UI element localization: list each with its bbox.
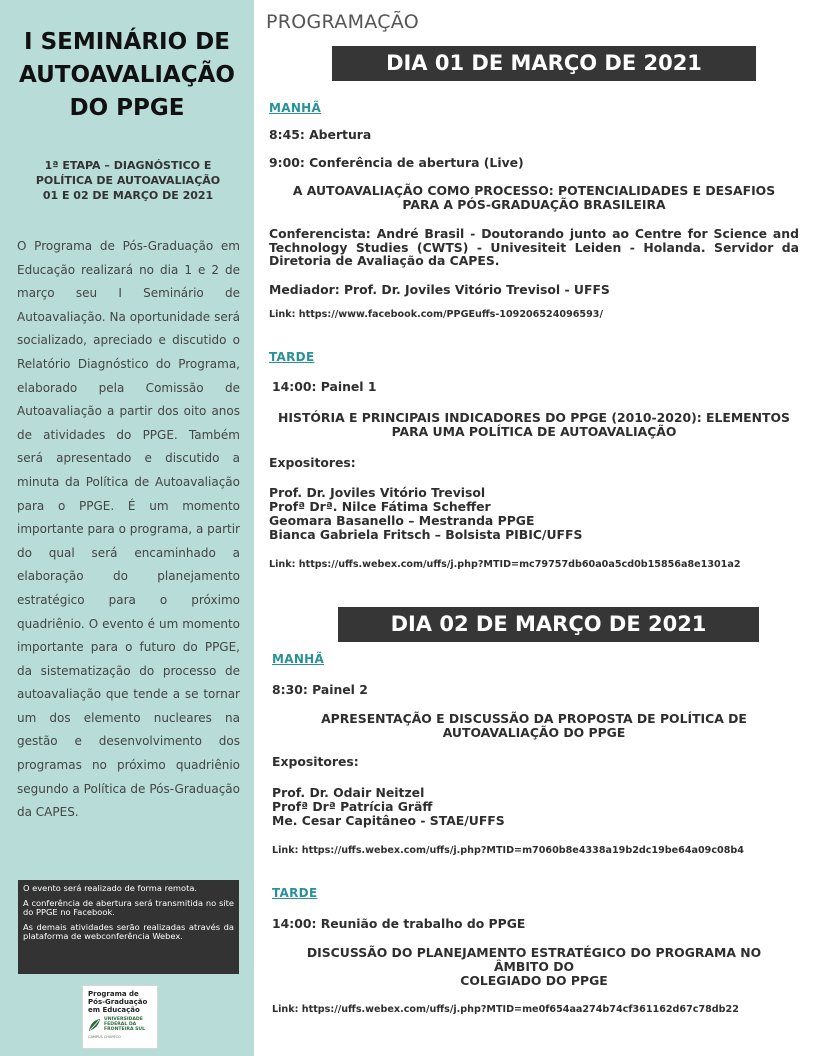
day2-meeting: 14:00: Reunião de trabalho do PPGE — [272, 916, 526, 931]
day1-presenters-label: Expositores: — [269, 455, 356, 470]
event-title-line: I SEMINÁRIO DE — [24, 29, 230, 55]
day1-panel-theme — [269, 411, 799, 439]
day2-presenters-list — [272, 786, 505, 828]
stage-subtitle — [14, 158, 242, 203]
theme-line: A AUTOAVALIAÇÃO COMO PROCESSO: POTENCIALIDADES E DESAFIOS — [292, 183, 776, 198]
day1-conference-theme — [269, 184, 799, 212]
day2-afternoon-link[interactable]: Link: https://uffs.webex.com/uffs/j.php?MTID=me0f654aa274b74cf361162d67c78db22 — [272, 1004, 739, 1015]
day2-panel-theme — [269, 712, 799, 740]
logo-university-line: FRONTEIRA SUL — [104, 1027, 146, 1033]
logo-university-line: UNIVERSIDADE — [104, 1017, 143, 1022]
presenter-name: Bianca Gabriela Fritsch – Bolsista PIBIC/UFFS — [269, 527, 583, 542]
day1-mediator: Mediador: Prof. Dr. Joviles Vitório Trevisol - UFFS — [269, 282, 610, 297]
stage-line: POLÍTICA DE AUTOAVALIAÇÃO — [35, 174, 221, 187]
day2-meeting-theme — [269, 946, 799, 988]
logo-university-row — [88, 1017, 152, 1033]
day1-panel: 14:00: Painel 1 — [272, 379, 377, 394]
logo-title-line: em Educação — [88, 1006, 140, 1014]
day1-banner: DIA 01 DE MARÇO DE 2021 — [332, 46, 756, 81]
theme-line: DISCUSSÃO DO PLANEJAMENTO ESTRATÉGICO DO PROGRAMA NO — [306, 945, 762, 960]
day2-afternoon-label: TARDE — [272, 886, 318, 900]
presenter-name: Me. Cesar Capitâneo - STAE/UFFS — [272, 813, 505, 828]
presenter-name: Profª Drª. Nilce Fátima Scheffer — [269, 499, 491, 514]
presenter-name: Prof. Dr. Joviles Vitório Trevisol — [269, 485, 486, 500]
theme-line: HISTÓRIA E PRINCIPAIS INDICADORES DO PPGE (2010-2020): ELEMENTOS — [278, 410, 790, 425]
presenter-name: Prof. Dr. Odair Neitzel — [272, 785, 425, 800]
day1-opening: 8:45: Abertura — [269, 127, 372, 142]
presenter-name: Profª Drª Patrícia Gräff — [272, 799, 433, 814]
stage-line: 1ª ETAPA – DIAGNÓSTICO E — [44, 159, 212, 172]
program-logo — [82, 985, 158, 1049]
day2-banner: DIA 02 DE MARÇO DE 2021 — [338, 607, 759, 642]
event-title — [10, 26, 244, 125]
day1-speaker: Conferencista: André Brasil - Doutorando junto ao Centre for Science and Technology Studies (CWTS) - Univesiteit Leiden - Holanda. Servidor da Diretoria de Avaliação da CAPES. — [269, 226, 799, 268]
day2-panel: 8:30: Painel 2 — [272, 682, 368, 697]
leaf-logo-icon — [88, 1018, 101, 1032]
theme-line: ÂMBITO DO — [493, 959, 575, 974]
notice-line: O evento será realizado de forma remota. — [23, 883, 198, 893]
stage-dates: 01 E 02 DE MARÇO DE 2021 — [42, 189, 214, 202]
theme-line: APRESENTAÇÃO E DISCUSSÃO DA PROPOSTA DE POLÍTICA DE — [321, 711, 747, 726]
day1-presenters-list — [269, 486, 582, 542]
logo-title-line: Programa de — [88, 990, 139, 998]
sidebar — [0, 0, 254, 1056]
logo-university-name — [104, 1017, 145, 1033]
program-heading: PROGRAMAÇÃO — [266, 11, 420, 33]
theme-line: COLEGIADO DO PPGE — [460, 973, 608, 988]
day1-morning-link[interactable]: Link: https://www.facebook.com/PPGEuffs-109206524096593/ — [269, 309, 603, 320]
logo-university-line: FEDERAL DA — [104, 1022, 137, 1028]
day1-afternoon-link[interactable]: Link: https://uffs.webex.com/uffs/j.php?MTID=mc79757db60a0a5cd0b15856a8e1301a2 — [269, 559, 741, 570]
event-title-line: AUTOAVALIAÇÃO — [19, 62, 235, 88]
notice-line: A conferência de abertura será transmitida no site do PPGE no Facebook. — [23, 897, 234, 918]
presenter-name: Geomara Basanello – Mestranda PPGE — [269, 513, 535, 528]
day1-morning-label: MANHÃ — [269, 101, 322, 115]
day2-presenters-label: Expositores: — [272, 754, 359, 769]
notice-line: As demais atividades serão realizadas através da plataforma de webconferência Webex. — [23, 921, 234, 942]
logo-title-line: Pós-Graduação — [88, 998, 148, 1006]
logo-program-name — [88, 990, 152, 1014]
day2-morning-link[interactable]: Link: https://uffs.webex.com/uffs/j.php?MTID=m7060b8e4338a19b2dc19be64a09c08b4 — [272, 845, 744, 856]
intro-paragraph: O Programa de Pós-Graduação em Educação realizará no dia 1 e 2 de março seu I Seminário de Autoavaliação. Na oportunidade será socializado, apreciado e discutido o Relatório Diagnóstico do Programa, elaborado pela Comissão de Autoavaliação a partir dos oito anos de atividades do PPGE. Também será apresentado e discutido a minuta da Política de Autoavaliação para o PPGE. É um momento importante para o programa, a partir do qual será encaminhado a elaboração do planejamento estratégico para o próximo quadriênio. O evento é um momento importante para o futuro do PPGE, da sistematização do processo de autoavaliação que tende a se tornar um dos elemento nucleares na gestão e desenvolvimento dos programas no próximo quadriênio segundo a Política de Pós-Graduação da CAPES. — [17, 239, 240, 820]
theme-line: PARA UMA POLÍTICA DE AUTOAVALIAÇÃO — [391, 424, 677, 439]
theme-line: PARA A PÓS-GRADUAÇÃO BRASILEIRA — [402, 197, 666, 212]
remote-notice-box — [18, 880, 239, 974]
day1-afternoon-label: TARDE — [269, 350, 315, 364]
theme-line: AUTOAVALIAÇÃO DO PPGE — [442, 725, 626, 740]
logo-campus: CAMPUS CHAPECÓ — [88, 1034, 121, 1039]
event-title-line: DO PPGE — [69, 95, 185, 121]
day2-morning-label: MANHÃ — [272, 652, 325, 666]
day1-conference: 9:00: Conferência de abertura (Live) — [269, 155, 524, 170]
